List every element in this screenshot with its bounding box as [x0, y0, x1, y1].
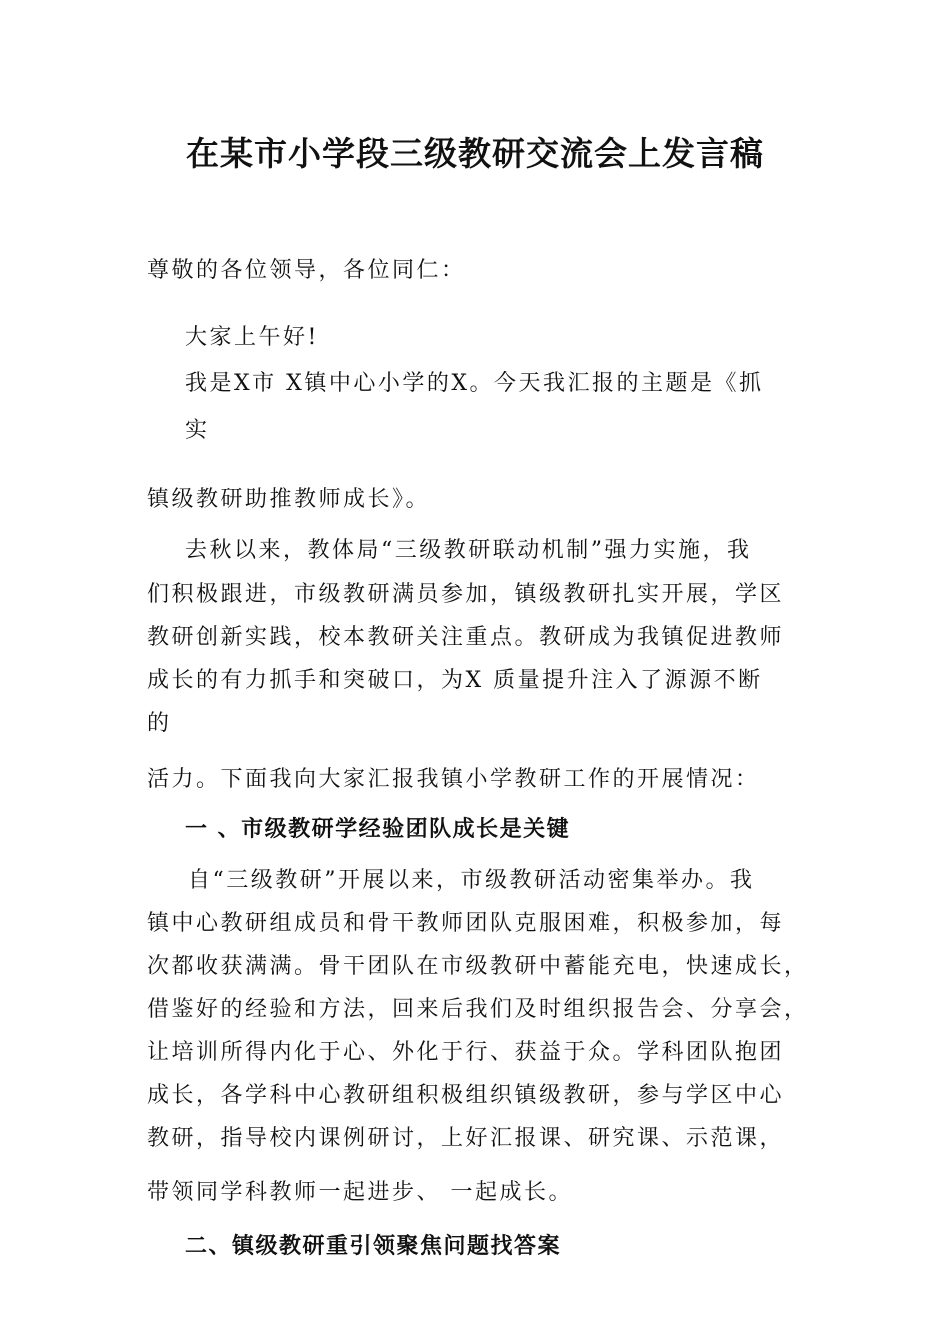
paragraph-line: 次都收获满满。骨干团队在市级教研中蓄能充电，快速成长， — [147, 954, 809, 979]
paragraph-line: 自“三级教研”开展以来，市级教研活动密集举办。我 — [188, 868, 755, 893]
paragraph-line: 让培训所得内化于心、外化于行、获益于众。学科团队抱团 — [147, 1040, 785, 1065]
intro-line: 实 — [185, 418, 210, 443]
paragraph-line: 的 — [147, 711, 172, 736]
paragraph-line: 们积极跟进，市级教研满员参加，镇级教研扎实开展，学区 — [147, 582, 785, 607]
intro-line: 镇级教研助推教师成长》。 — [147, 487, 431, 512]
paragraph-line: 活力。下面我向大家汇报我镇小学教研工作的开展情况： — [147, 767, 760, 792]
section-heading: 一 、市级教研学经验团队成长是关键 — [185, 817, 571, 842]
section-heading: 二、镇级教研重引领聚焦问题找答案 — [185, 1234, 562, 1259]
intro-line: 我是X市 X镇中心小学的X。今天我汇报的主题是《抓 — [185, 371, 764, 396]
document-title: 在某市小学段三级教研交流会上发言稿 — [186, 134, 764, 173]
paragraph-line: 成长，各学科中心教研组积极组织镇级教研，参与学区中心 — [147, 1083, 785, 1108]
paragraph-line: 去秋以来，教体局“三级教研联动机制”强力实施，我 — [185, 538, 752, 563]
paragraph-line: 成长的有力抓手和突破口，为X 质量提升注入了源源不断 — [147, 668, 763, 693]
paragraph-line: 教研，指导校内课例研讨，上好汇报课、研究课、示范课， — [147, 1126, 785, 1151]
paragraph-line: 带领同学科教师一起进步、 一起成长。 — [147, 1180, 573, 1205]
greeting: 大家上午好! — [185, 325, 319, 350]
paragraph-line: 教研创新实践，校本教研关注重点。教研成为我镇促进教师 — [147, 625, 785, 650]
paragraph-line: 镇中心教研组成员和骨干教师团队克服困难，积极参加，每 — [147, 911, 785, 936]
paragraph-line: 借鉴好的经验和方法，回来后我们及时组织报告会、分享会， — [147, 997, 809, 1022]
salutation: 尊敬的各位领导，各位同仁： — [147, 258, 466, 283]
